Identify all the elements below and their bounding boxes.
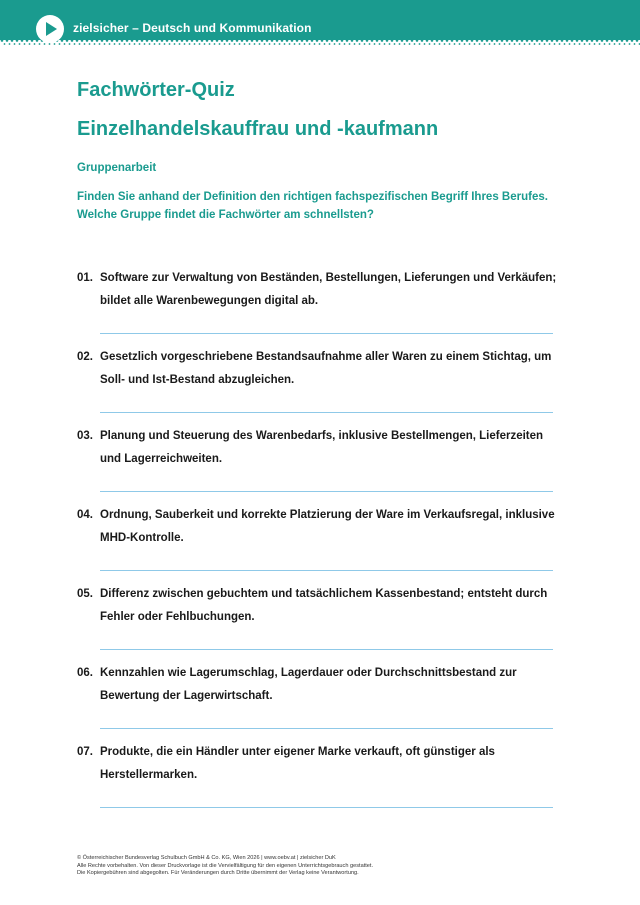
- question-text: Ordnung, Sauberkeit und korrekte Platzierung der Ware im Verkaufsregal, inklusive MHD-Kontrolle.: [100, 509, 555, 544]
- activity-type: Gruppenarbeit: [77, 162, 157, 174]
- question-item: [77, 267, 567, 313]
- question-number: 05.: [77, 588, 93, 600]
- answer-line[interactable]: [100, 491, 553, 492]
- play-icon: [36, 15, 64, 43]
- page-subtitle: Einzelhandelskauffrau und -kaufmann: [77, 118, 439, 140]
- question-item: [77, 662, 567, 708]
- question-item: [77, 741, 567, 787]
- answer-line[interactable]: [100, 728, 553, 729]
- question-item: [77, 583, 567, 629]
- question-text: Software zur Verwaltung von Beständen, Bestellungen, Lieferungen und Verkäufen; bildet alle Warenbewegungen digital ab.: [100, 272, 557, 307]
- question-number: 01.: [77, 272, 93, 284]
- page-title: Fachwörter-Quiz: [77, 79, 235, 101]
- footer-copyright: [77, 855, 597, 878]
- answer-line[interactable]: [100, 807, 553, 808]
- footer-line: © Österreichischer Bundesverlag Schulbuch GmbH & Co. KG, Wien 2026 | www.oebv.at | zielsicher DuK: [77, 855, 336, 861]
- question-text: Differenz zwischen gebuchtem und tatsächlichem Kassenbestand; entsteht durch Fehler oder Fehlbuchungen.: [100, 588, 548, 623]
- question-number: 04.: [77, 509, 93, 521]
- question-number: 03.: [77, 430, 93, 442]
- question-item: [77, 425, 567, 471]
- header-dotted-edge: [0, 38, 640, 48]
- question-text: Kennzahlen wie Lagerumschlag, Lagerdauer oder Durchschnittsbestand zur Bewertung der Lagerwirtschaft.: [100, 667, 517, 702]
- footer-line: Die Kopiergebühren sind abgegolten. Für Veränderungen durch Dritte übernimmt der Verlag keine Verantwortung.: [77, 870, 359, 876]
- question-text: Planung und Steuerung des Warenbedarfs, inklusive Bestellmengen, Lieferzeiten und Lagerreichweiten.: [100, 430, 544, 465]
- question-text: Produkte, die ein Händler unter eigener Marke verkauft, oft günstiger als Herstellermarken.: [100, 746, 495, 781]
- answer-line[interactable]: [100, 570, 553, 571]
- answer-line[interactable]: [100, 333, 553, 334]
- question-number: 07.: [77, 746, 93, 758]
- question-item: [77, 504, 567, 550]
- footer-line: Alle Rechte vorbehalten. Von dieser Druckvorlage ist die Vervielfältigung für den eigenen Unterrichtsgebrauch gestattet.: [77, 862, 374, 869]
- answer-line[interactable]: [100, 649, 553, 650]
- question-text: Gesetzlich vorgeschriebene Bestandsaufnahme aller Waren zu einem Stichtag, um Soll- und Ist-Bestand abzugleichen.: [100, 351, 552, 386]
- instructions: Finden Sie anhand der Definition den richtigen fachspezifischen Begriff Ihres Berufes. Welche Gruppe findet die Fachwörter am schnellsten?: [77, 191, 548, 221]
- answer-line[interactable]: [100, 412, 553, 413]
- question-number: 02.: [77, 351, 93, 363]
- question-item: [77, 346, 567, 392]
- brand-name: zielsicher – Deutsch und Kommunikation: [73, 21, 312, 35]
- question-number: 06.: [77, 667, 93, 679]
